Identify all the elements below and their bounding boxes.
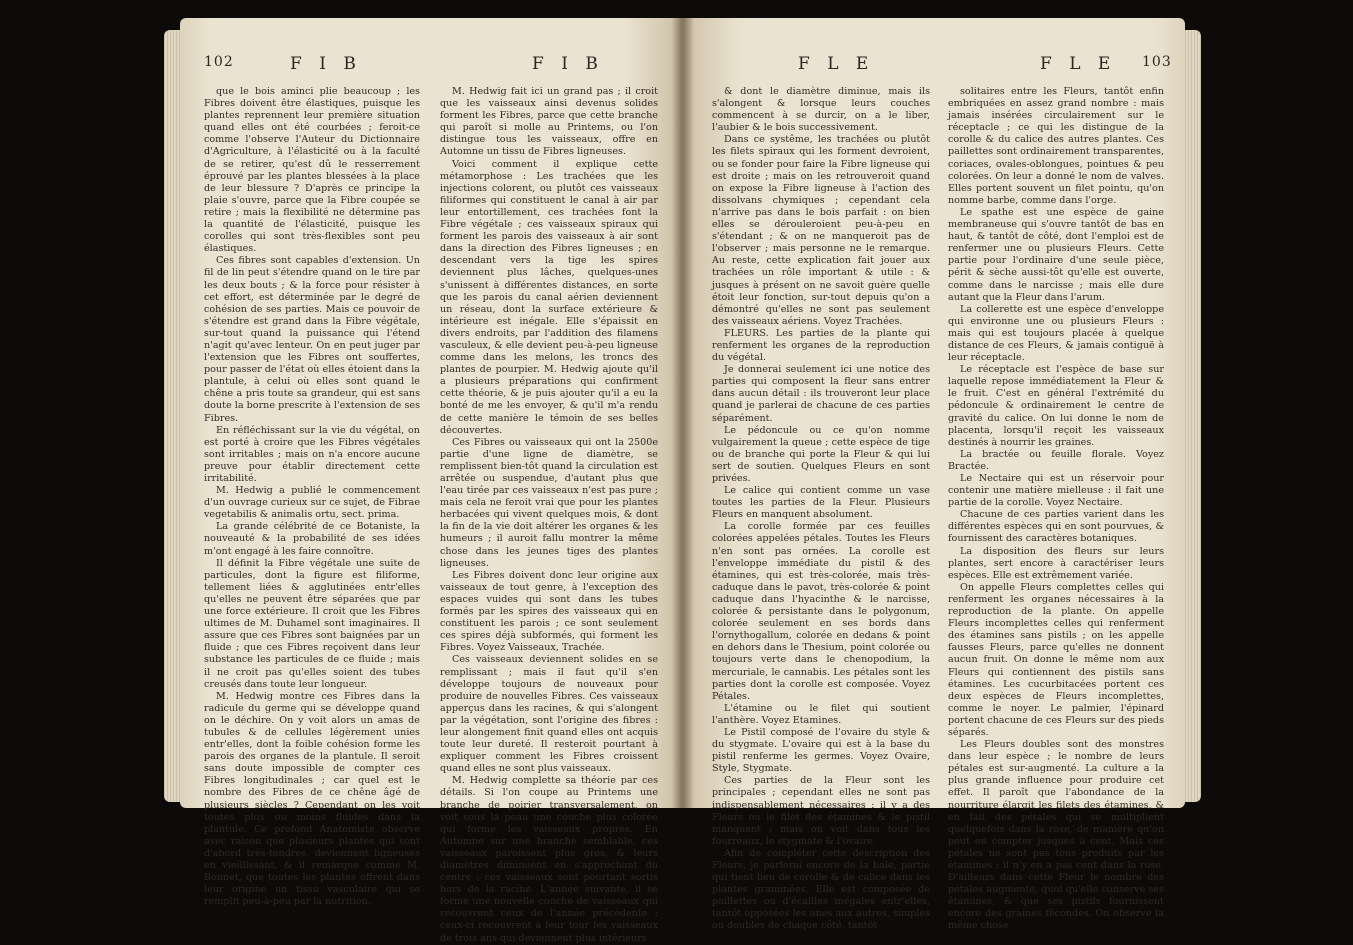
paragraph: On appelle Fleurs complettes celles qui renferment les organes nécessaires à la reproduction de la plante. On appelle Fleurs incomplettes celles qui renferment des étamines sans pistils ; on les appelle fausses Fleurs, parce qu'elles ne donnent aucun fruit. On donne le même nom aux Fleurs qui contiennent des pistils sans étamines. Les cucurbitacées portent ces deux espèces de Fleurs incomplettes, comme le noyer. Le palmier, l'épinard portent chacune de ces Fleurs sur des pieds séparés. xyxy=(948,581,1164,738)
book-gutter xyxy=(672,18,694,808)
paragraph: Il définit la Fibre végétale une suite de particules, dont la figure est filiforme, tellement liées & agglutinées entr'elles qu'elles ne peuvent être séparées que par une force extérieure. Il croit que les Fibres ultimes de M. Duhamel sont imaginaires. Il assure que ces Fibres sont baignées par un fluide ; que ces Fibres reçoivent dans leur substance les particules de ce fluide ; mais il ne croit pas qu'elles soient des tubes creusés dans toute leur longueur. xyxy=(204,557,420,690)
running-title: F L E xyxy=(798,54,875,74)
paragraph: La bractée ou feuille florale. Voyez Bractée. xyxy=(948,448,1164,472)
left-page xyxy=(180,18,685,944)
text-column xyxy=(712,86,930,933)
paragraph: Le Pistil composé de l'ovaire du style & du stygmate. L'ovaire qui est à la base du pistil renferme les germes. Voyez Ovaire, Style, Stygmate. xyxy=(712,726,930,775)
paragraph: La grande célébrité de ce Botaniste, la nouveauté & la probabilité de ses idées m'ont engagé à les faire connoître. xyxy=(204,521,420,557)
paragraph: Le réceptacle est l'espèce de base sur laquelle repose immédiatement la Fleur & le fruit. C'est en général l'extrémité du pédoncule & ordinairement le centre de gravité du calice. On lui donne le nom de placenta, lorsqu'il reçoit les vaisseaux destinés à nourrir les graines. xyxy=(948,364,1164,448)
paragraph: La collerette est une espèce d'enveloppe qui environne une ou plusieurs Fleurs : mais qui est toujours placée à quelque distance de ces Fleurs, & jamais contiguë à leur réceptacle. xyxy=(948,303,1164,364)
paragraph: Je donnerai seulement ici une notice des parties qui composent la fleur sans entrer dans aucun détail : ils trouveront leur place quand je parlerai de chacune de ces parties séparément. xyxy=(712,364,930,424)
paragraph: & dont le diamètre diminue, mais ils s'alongent & lorsque leurs couches commencent à se durcir, on a le liber, l'aubier & le bois successivement. xyxy=(712,86,930,134)
paragraph: Le Nectaire qui est un réservoir pour contenir une matière mielleuse : il fait une partie de la corolle. Voyez Nectaire. xyxy=(948,473,1164,509)
paragraph: que le bois aminci plie beaucoup ; les Fibres doivent être élastiques, puisque les plantes reprennent leur première situation quand elles ont été courbées ; feroit-ce comme l'observe l'Auteur du Dictionnaire d'Agriculture, à l'élasticité ou à la faculté de se retirer, qu'est dû le resserrement éprouvé par les plantes blessées à la place de leur blessure ? D'après ce principe la plaie s'ouvre, parce que la Fibre coupée se retire ; mais la flexibilité ne détermine pas la quantité de l'élasticité, puisque les corolles qui sont très-flexibles sont peu élastiques. xyxy=(204,86,420,255)
paragraph: Le pédoncule ou ce qu'on nomme vulgairement la queue ; cette espèce de tige ou de branche qui porte la Fleur & qui lui sert de soutien. Quelques Fleurs en sont privées. xyxy=(712,424,930,484)
running-title: F I B xyxy=(290,54,362,74)
paragraph: Le spathe est une espèce de gaine membraneuse qui s'ouvre tantôt de bas en haut, & tantôt de côté, dont l'emploi est de renfermer une ou plusieurs Fleurs. Cette partie pour l'ordinaire d'une seule pièce, périt & sèche aussi-tôt qu'elle est ouverte, comme dans le narcisse ; mais elle dure autant que la Fleur dans l'arum. xyxy=(948,206,1164,303)
left-page-header xyxy=(180,54,685,76)
paragraph: Ces Fibres ou vaisseaux qui ont la 2500e partie d'une ligne de diamètre, se remplissent bien-tôt quand la circulation est arrêtée ou suspendue, d'autant plus que l'eau tirée par ces vaisseaux n'est pas pure ; mais cela ne feroit vrai que pour les plantes herbacées qui vivent quelques mois, & dont la fin de la vie doit altérer les organes & les humeurs ; il auroit fallu montrer la même chose dans les jeunes tiges des plantes ligneuses. xyxy=(440,436,658,569)
paragraph: M. Hedwig a publié le commencement d'un ouvrage curieux sur ce sujet, de Fibrae vegetabilis & animalis ortu, sect. prima. xyxy=(204,485,420,521)
paragraph: Dans ce systême, les trachées ou plutôt les filets spiraux qui les forment devroient, ou se fonder pour faire la Fibre ligneuse qui est droite ; mais on les retrouveroit quand on expose la Fibre ligneuse à l'action des dissolvans chymiques ; cependant cela n'arrive pas dans le bois parfait : on bien elles se dérouleroient peu-à-peu en s'étendant ; & on ne manqueroit pas de l'observer ; mais personne ne le remarque. Au reste, cette explication fait jouer aux trachées un rôle important & utile : & jusques à présent on ne savoit guère quelle étoit leur fonction, sur-tout depuis qu'on a démontré qu'elles ne sont pas seulement des vaisseaux aériens. Voyez Trachées. xyxy=(712,134,930,327)
paragraph: M. Hedwig montre ces Fibres dans la radicule du germe qui se développe quand on le déchire. On y voit alors un amas de tubules & de cellules légèrement unies entr'elles, dont la foible cohésion forme les parois des organes de la plantule. Il seroit sans doute impossible de compter ces Fibres longitudinales ; car quel est le nombre des Fibres de ce chêne âgé de plusieurs siècles ? Cependant on les voit toutes plus ou moins fluides dans la plantule. Ce profond Anatomiste observe avec raison que plusieurs plantes qui sont d'abord très-tendres, deviennent ligneuses en vieillissant, & il remarque comme M. Bonnet, que toutes les plantes offrent dans leur origine un tissu vasculaire qui se remplit peu-à-peu par la nutrition. xyxy=(204,690,420,908)
paragraph: L'étamine ou le filet qui soutient l'anthère. Voyez Etamines. xyxy=(712,702,930,726)
paragraph: Les Fibres doivent donc leur origine aux vaisseaux de tout genre, à l'exception des espaces vuides qui sont dans les tubes formés par les spires des vaisseaux qui en constituent les parois ; ce sont seulement ces spires déjà subformés, qui forment les Fibres. Voyez Vaisseaux, Trachée. xyxy=(440,569,658,654)
paragraph: En réfléchissant sur la vie du végétal, on est porté à croire que les Fibres végétales sont irritables ; mais on n'a encore aucune preuve pour établir directement cette irritabilité. xyxy=(204,424,420,484)
right-page xyxy=(680,18,1185,932)
running-title: F L E xyxy=(1040,54,1117,74)
text-column xyxy=(440,86,658,945)
paragraph: Chacune de ces parties varient dans les différentes espèces qui en sont pourvues, & fournissent des caractères botaniques. xyxy=(948,509,1164,545)
paragraph: Afin de compléter cette description des Fleurs, je parlerai encore de la bale, partie qui tient lieu de corolle & de calice dans les plantes graminées. Elle est composée de paillettes ou d'écailles inégales entr'elles, tantôt opposées les unes aux autres, simples ou doubles de chaque côté, tantôt xyxy=(712,847,930,932)
open-book xyxy=(150,0,1210,944)
paragraph: M. Hedwig fait ici un grand pas ; il croit que les vaisseaux ainsi devenus solides forment les Fibres, parce que cette branche qui paroît si molle au Printems, ou l'on distingue tous les vaisseaux, offre en Automne un tissu de Fibres ligneuses. xyxy=(440,86,658,158)
paragraph: Voici comment il explique cette métamorphose : Les trachées que les injections colorent, ou plutôt ces vaisseaux filiformes qui constituent le canal à air par leur entortillement, ces trachées font la Fibre végétale ; ces vaisseaux spiraux qui forment les parois des vaisseaux à air sont dans la direction des Fibres ligneuses ; en descendant vers la tige les spires deviennent plus lâches, quelques-unes s'unissent à différentes distances, en sorte que les parois du canal aérien deviennent un réseau, dont la surface extérieure & intérieure est inégale. Elle s'épaissit en divers endroits, par l'addition des filamens vasculeux, & elle devient peu-à-peu ligneuse comme dans les melons, les troncs des plantes de pourpier. M. Hedwig ajoute qu'il a plusieurs préparations qui confirment cette théorie, & je puis ajouter qu'il a eu la bonté de me les envoyer, & qu'il m'a rendu de cette manière le témoin de ses belles découvertes. xyxy=(440,158,658,436)
paragraph: M. Hedwig complette sa théorie par ces détails. Si l'on coupe au Printems une branche de poirier transversalement, on voit sous la peau une couche plus colorée qui forme les vaisseaux propres. En Automne sur une branche semblable, ces vaisseaux paroissent plus gros, & leurs diamètres diminuent en s'approchant du centre ; ces vaisseaux sont pourtant sortis hors de la racine. L'année suivante, il se forme une nouvelle couche de vaisseaux qui recouvrent ceux de l'année précédente ; ceux-ci recouvrent à leur tour les vaisseaux de trois ans qui deviennent plus intérieurs xyxy=(440,775,658,944)
paragraph: Ces parties de la Fleur sont les principales ; cependant elles ne sont pas indispensablement nécessaires : il y a des Fleurs où le filet des étamines & le pistil manquent ; mais on voit dans tous les fourreaux, le stygmate & l'ovaire. xyxy=(712,775,930,847)
paragraph: La disposition des fleurs sur leurs plantes, sert encore à caractériser leurs espèces. Elle est extrêmement variée. xyxy=(948,545,1164,581)
page-number: 102 xyxy=(204,54,234,70)
paragraph: Le calice qui contient comme un vase toutes les parties de la Fleur. Plusieurs Fleurs en manquent absolument. xyxy=(712,485,930,521)
page-number: 103 xyxy=(1142,54,1172,70)
paragraph: Ces fibres sont capables d'extension. Un fil de lin peut s'étendre quand on le tire par les deux bouts ; & la force pour résister à cet effort, est déterminée par le degré de cohésion de ses parties. Mais ce pouvoir de s'étendre est grand dans la Fibre végétale, sur-tout quand la puissance qui l'étend n'agit qu'avec lenteur. On en peut juger par l'extension que les Fibres ont souffertes, pour passer de l'état où elles étoient dans la plantule, à celui où elles sont quand le chêne a pris toute sa grandeur, qui est sans doute la borne prescrite à l'extension de ses Fibres. xyxy=(204,255,420,424)
paragraph: La corolle formée par ces feuilles colorées appelées pétales. Toutes les Fleurs n'en sont pas ornées. La corolle est l'enveloppe immédiate du pistil & des étamines, qui est très-colorée, mais très-caduque dans le pavot, très-colorée & point caduque dans l'hyacinthe & le narcisse, colorée & persistante dans le polygonum, colorée seulement en ses bords dans l'ornythogallum, colorée en dedans & point en dehors dans le Thesium, point colorée ou toujours verte dans le chenopodium, la mercuriale, le cannabis. Les pétales sont les parties dont la corolle est composée. Voyez Pétales. xyxy=(712,521,930,702)
right-page-header xyxy=(680,54,1185,76)
page-edges-right xyxy=(1183,30,1201,802)
paragraph: solitaires entre les Fleurs, tantôt enfin embriquées en assez grand nombre : mais jamais insérées circulairement sur le réceptacle ; ce qui les distingue de la corolle & du calice des autres plantes. Ces paillettes sont ordinairement transparentes, coriaces, ovales-oblongues, pointues & peu colorées. On leur a donné le nom de valves. Elles portent souvent un filet pointu, qu'on nomme barbe, comme dans l'orge. xyxy=(948,86,1164,206)
running-title: F I B xyxy=(532,54,604,74)
text-column xyxy=(948,86,1164,933)
paragraph: Ces vaisseaux deviennent solides en se remplissant ; mais il faut qu'il s'en développe toujours de nouveaux pour produire de nouvelles Fibres. Ces vaisseaux apperçus dans les racines, & qui s'alongent par la végétation, sont l'origine des fibres : leur alongement finit quand elles ont acquis toute leur dureté. Il resteroit pourtant à expliquer comment les Fibres croissent quand elles ne sont plus vaisseaux. xyxy=(440,654,658,775)
paragraph: FLEURS. Les parties de la plante qui renferment les organes de la reproduction du végétal. xyxy=(712,327,930,364)
text-column xyxy=(204,86,420,908)
paragraph: Les Fleurs doubles sont des monstres dans leur espèce ; le nombre de leurs pétales est sur-augmenté. La culture a la plus grande influence pour produire cet effet. Il paroît que l'abondance de la nourriture élargit les filets des étamines, & en fait des pétales qui se multiplient quelquefois dans la rose, de manière qu'on peut en compter jusques à cent. Mais ces pétales ne sont pas tous produits par les étamines : il n'y en a pas cent dans la rose. D'ailleurs dans cette Fleur le nombre des pétales augmente, quoi qu'elle conserve ses étamines, & que ses pistils fournissent encore des graines fécondes. On observe la même chose xyxy=(948,739,1164,932)
